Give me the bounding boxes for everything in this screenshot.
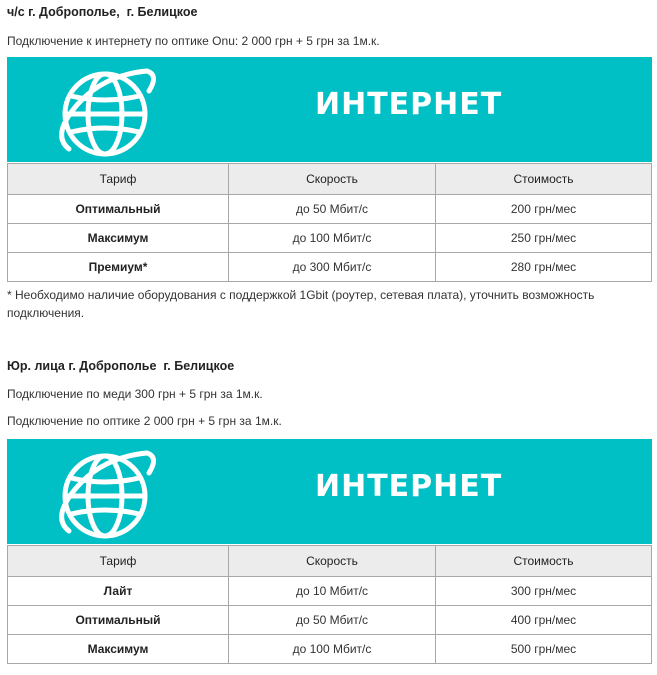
tariff-price: 500 грн/мес xyxy=(436,635,652,664)
table-row xyxy=(8,606,652,635)
tariff-name: Премиум* xyxy=(8,253,229,282)
tariff-speed: до 100 Мбит/с xyxy=(229,224,436,253)
section2-copper-text: Подключение по меди 300 грн + 5 грн за 1м.к. xyxy=(7,387,263,401)
equipment-footnote: * Необходимо наличие оборудования с поддержкой 1Gbit (роутер, сетевая плата), уточнить возможность подключения. xyxy=(7,288,595,320)
tariff-name: Лайт xyxy=(8,577,229,606)
section2-heading: Юр. лица г. Доброполье г. Белицкое xyxy=(7,359,235,373)
tariff-speed: до 50 Мбит/с xyxy=(229,606,436,635)
tariff-price: 200 грн/мес xyxy=(436,195,652,224)
banner-title: ИНТЕРНЕТ xyxy=(315,469,503,504)
column-header-tariff: Тариф xyxy=(8,164,229,195)
table-row xyxy=(8,195,652,224)
column-header-tariff: Тариф xyxy=(8,546,229,577)
tariff-table-residential xyxy=(7,163,652,282)
table-row xyxy=(8,635,652,664)
internet-banner xyxy=(7,57,652,162)
section2-fiber-text: Подключение по оптике 2 000 грн + 5 грн за 1м.к. xyxy=(7,414,282,428)
table-header-row xyxy=(8,164,652,195)
tariff-name: Оптимальный xyxy=(8,606,229,635)
tariff-name: Максимум xyxy=(8,635,229,664)
section1-connection-text: Подключение к интернету по оптике Onu: 2 000 грн + 5 грн за 1м.к. xyxy=(7,34,380,48)
table-row xyxy=(8,253,652,282)
globe-icon xyxy=(55,443,159,544)
banner-title: ИНТЕРНЕТ xyxy=(315,87,503,122)
tariff-price: 250 грн/мес xyxy=(436,224,652,253)
globe-icon xyxy=(55,61,159,162)
section1-heading: ч/с г. Доброполье, г. Белицкое xyxy=(7,5,198,19)
tariff-name: Максимум xyxy=(8,224,229,253)
table-row xyxy=(8,224,652,253)
table-header-row xyxy=(8,546,652,577)
tariff-price: 280 грн/мес xyxy=(436,253,652,282)
internet-banner xyxy=(7,439,652,544)
column-header-price: Стоимость xyxy=(436,164,652,195)
column-header-speed: Скорость xyxy=(229,164,436,195)
tariff-name: Оптимальный xyxy=(8,195,229,224)
column-header-price: Стоимость xyxy=(436,546,652,577)
tariff-speed: до 10 Мбит/с xyxy=(229,577,436,606)
tariff-speed: до 50 Мбит/с xyxy=(229,195,436,224)
tariff-speed: до 100 Мбит/с xyxy=(229,635,436,664)
tariff-table-business xyxy=(7,545,652,664)
column-header-speed: Скорость xyxy=(229,546,436,577)
tariff-price: 400 грн/мес xyxy=(436,606,652,635)
table-row xyxy=(8,577,652,606)
tariff-price: 300 грн/мес xyxy=(436,577,652,606)
tariff-speed: до 300 Мбит/с xyxy=(229,253,436,282)
